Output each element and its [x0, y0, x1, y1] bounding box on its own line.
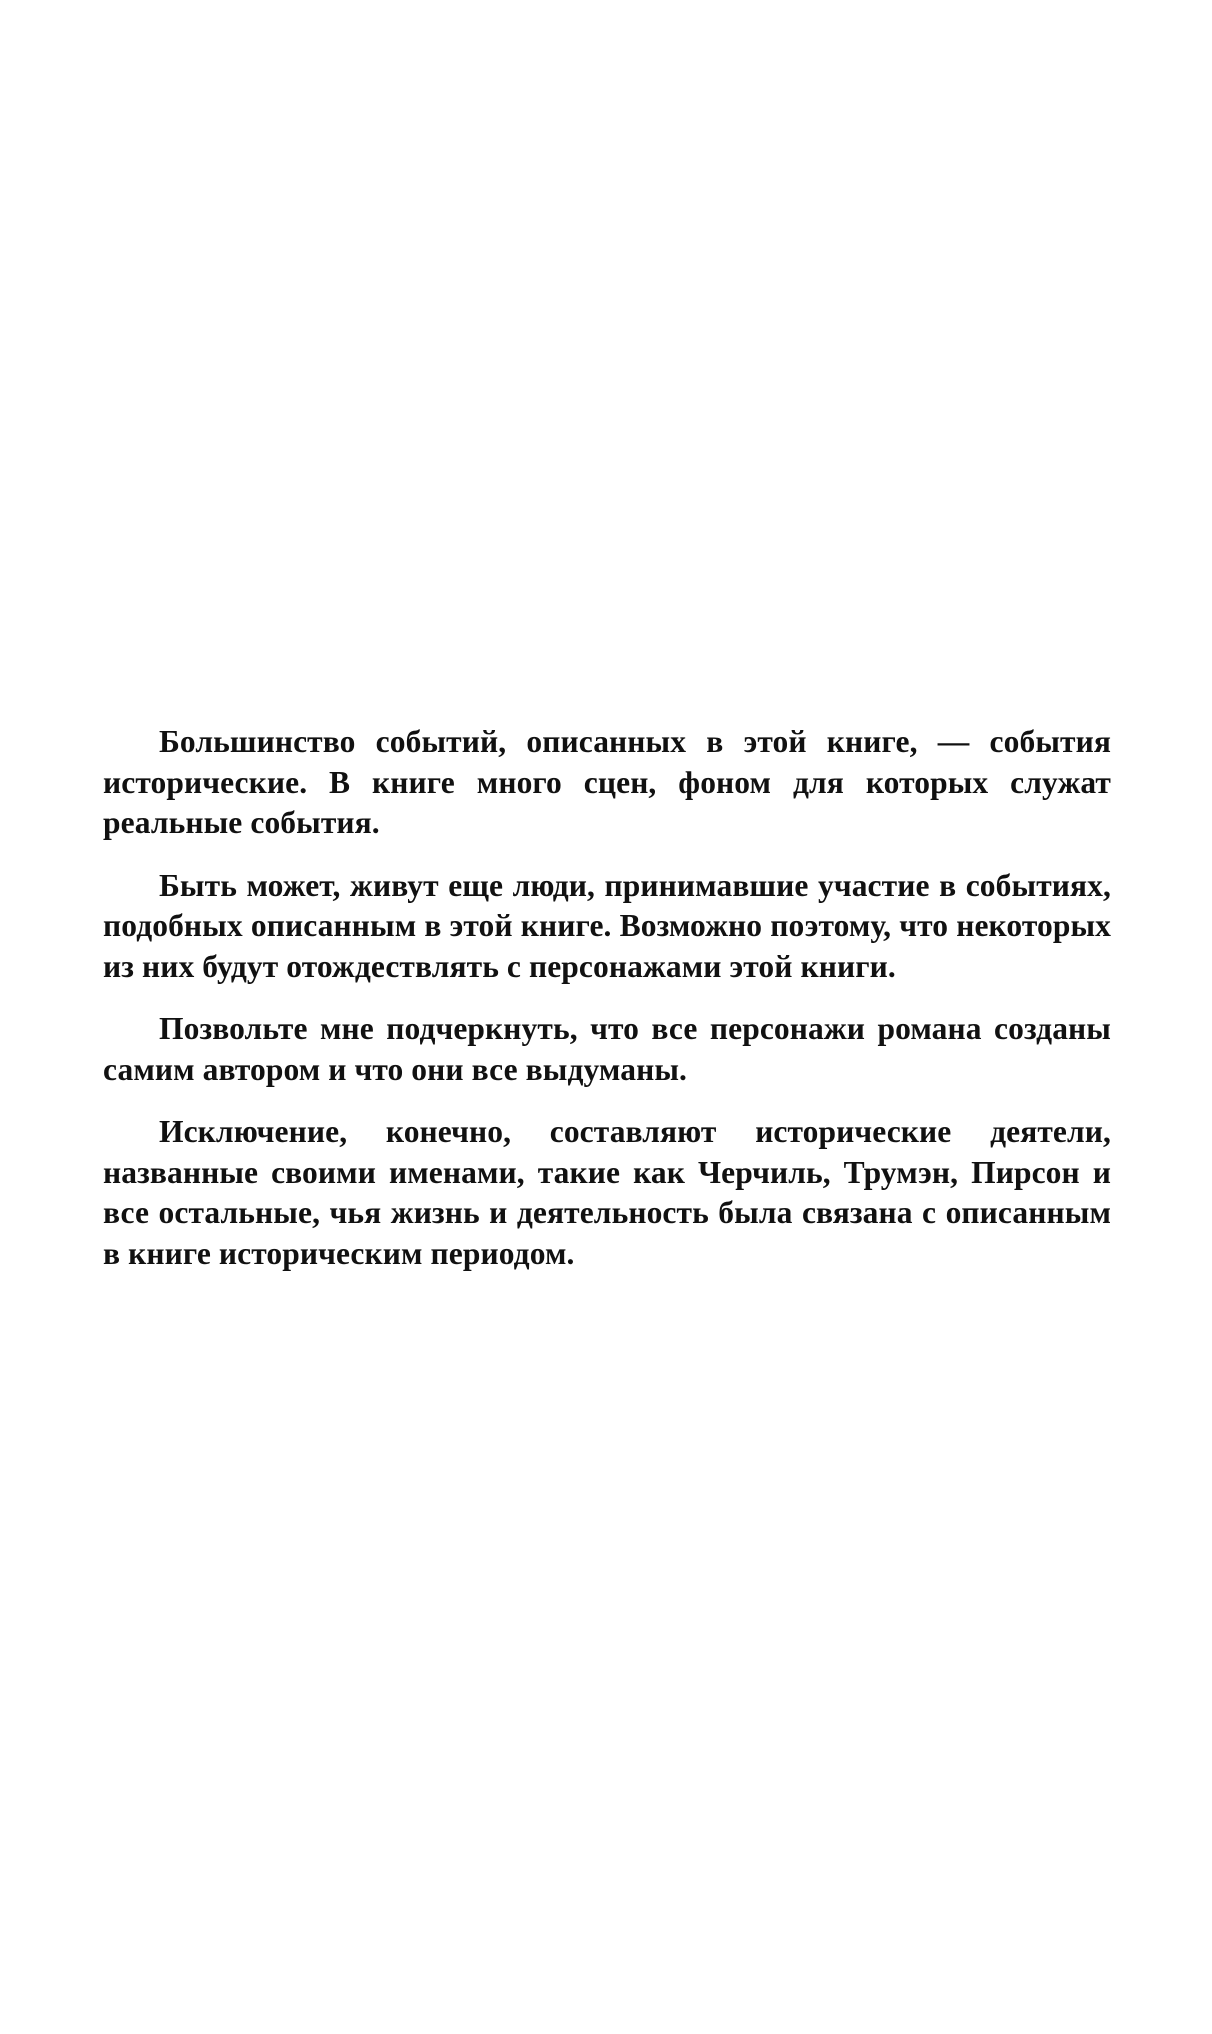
paragraph-4: Исключение, конечно, составляют исторические деятели, названные своими именами, такие как Черчиль, Трумэн, Пирсон и все остальные, чья жизнь и деятельность была связана с описанным в книге историческим периодом. — [103, 1114, 1111, 1271]
paragraph-2: Быть может, живут еще люди, принимавшие участие в событиях, подобных описанным в этой книге. Возможно поэтому, что некоторых из них будут отождествлять с персонажами этой книги. — [103, 867, 1111, 984]
paragraph-3: Позвольте мне подчеркнуть, что все персонажи романа созданы самим автором и что они все выдуманы. — [103, 1011, 1111, 1087]
author-note — [103, 722, 1111, 1274]
paragraph-1: Большинство событий, описанных в этой книге, — события исторические. В книге много сцен, фоном для которых служат реальные события. — [103, 724, 1111, 840]
